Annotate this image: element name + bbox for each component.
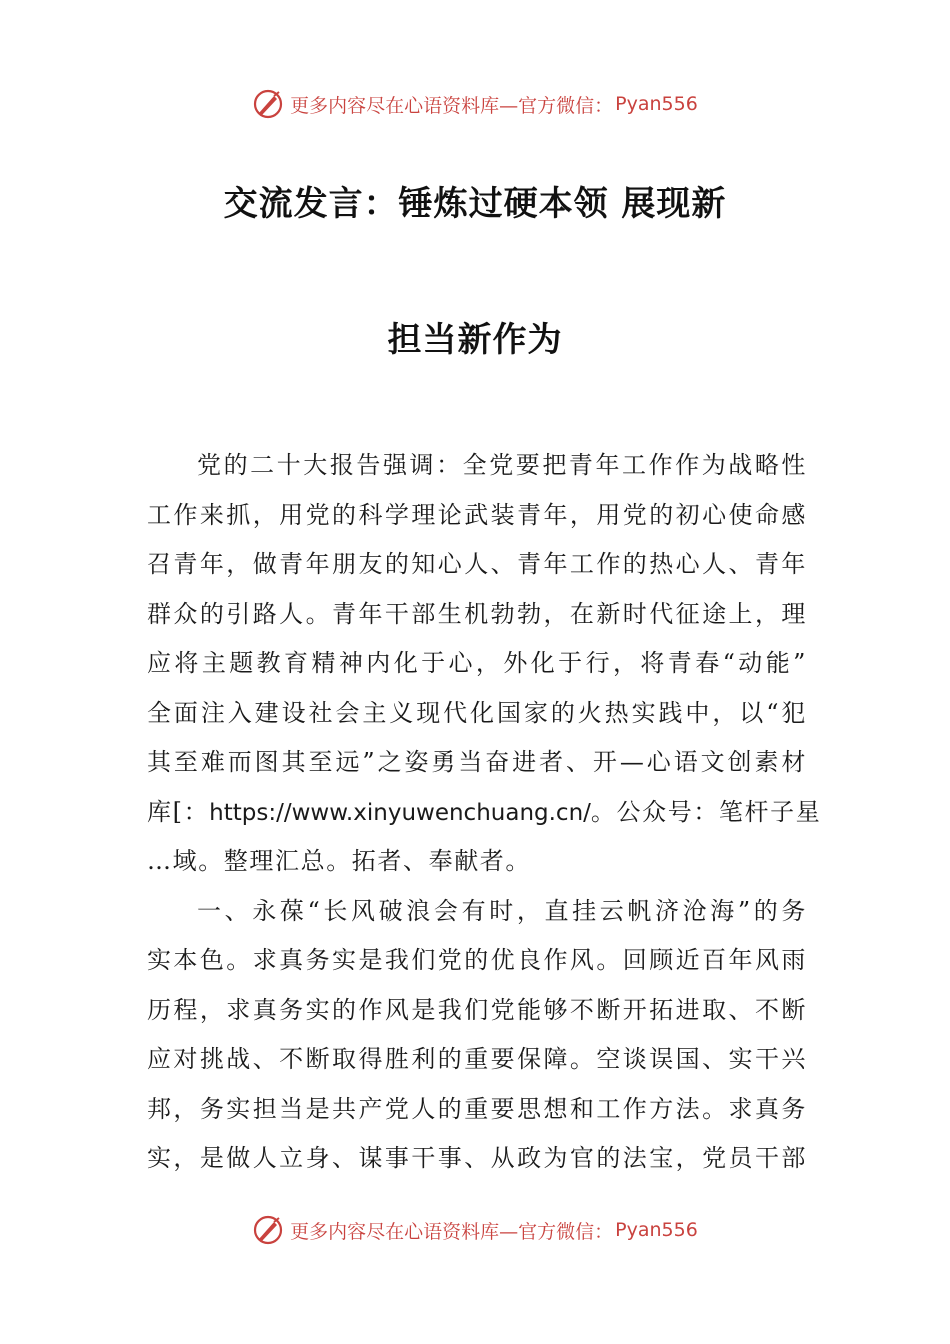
paragraph-line: 一、永葆“长风破浪会有时，直挂云帆济沧海”的务 (197, 896, 807, 925)
document-body (147, 441, 822, 1184)
paragraph-line: 实本色。求真务实是我们党的优良作风。回顾近百年风雨 (147, 946, 807, 974)
paragraph-line: 邦，务实担当是共产党人的重要思想和工作方法。求真务 (147, 1094, 807, 1123)
paragraph-text: 。公众号：笔杆子星 (590, 797, 822, 826)
paragraph-line: 工作来抓，用党的科学理论武装青年，用党的初心使命感 (147, 500, 807, 529)
paragraph-line: 实，是做人立身、谋事干事、从政为官的法宝，党员干部 (147, 1144, 807, 1172)
paragraph-text: 库[： (147, 797, 210, 826)
paragraph-line-with-url (147, 788, 822, 838)
paragraph-line: 召青年，做青年朋友的知心人、青年工作的热心人、青年 (147, 550, 807, 578)
watermark-text: 更多内容尽在心语资料库—官方微信： (290, 1220, 614, 1243)
watermark-text: 更多内容尽在心语资料库—官方微信： (290, 94, 614, 117)
document-title-line-1: 交流发言：锤炼过硬本领 展现新 (223, 184, 727, 224)
paragraph-line: 应对挑战、不断取得胜利的重要保障。空谈误国、实干兴 (147, 1045, 807, 1073)
paragraph-line: 党的二十大报告强调：全党要把青年工作作为战略性 (197, 451, 807, 479)
watermark-wechat-id: Pyan556 (615, 93, 698, 115)
header-watermark (0, 86, 950, 122)
document-title-line-2: 担当新作为 (387, 320, 563, 360)
footer-watermark (0, 1212, 950, 1248)
paragraph-line: 其至难而图其至远”之姿勇当奋进者、开—心语文创素材 (147, 748, 807, 776)
website-url: https://www.xinyuwenchuang.cn/ (209, 799, 591, 826)
paragraph-line: 应将主题教育精神内化于心，外化于行，将青春“动能” (147, 649, 807, 677)
paragraph-line: 全面注入建设社会主义现代化国家的火热实践中，以“犯 (147, 698, 807, 727)
quill-pen-logo-icon (252, 88, 284, 120)
paragraph-line: 群众的引路人。青年干部生机勃勃，在新时代征途上，理 (147, 599, 807, 628)
paragraph-line: 历程，求真务实的作风是我们党能够不断开拓进取、不断 (147, 995, 807, 1024)
paragraph-line: …域。整理汇总。拓者、奉献者。 (147, 847, 531, 875)
quill-pen-logo-icon (252, 1214, 284, 1246)
watermark-wechat-id: Pyan556 (615, 1219, 698, 1241)
